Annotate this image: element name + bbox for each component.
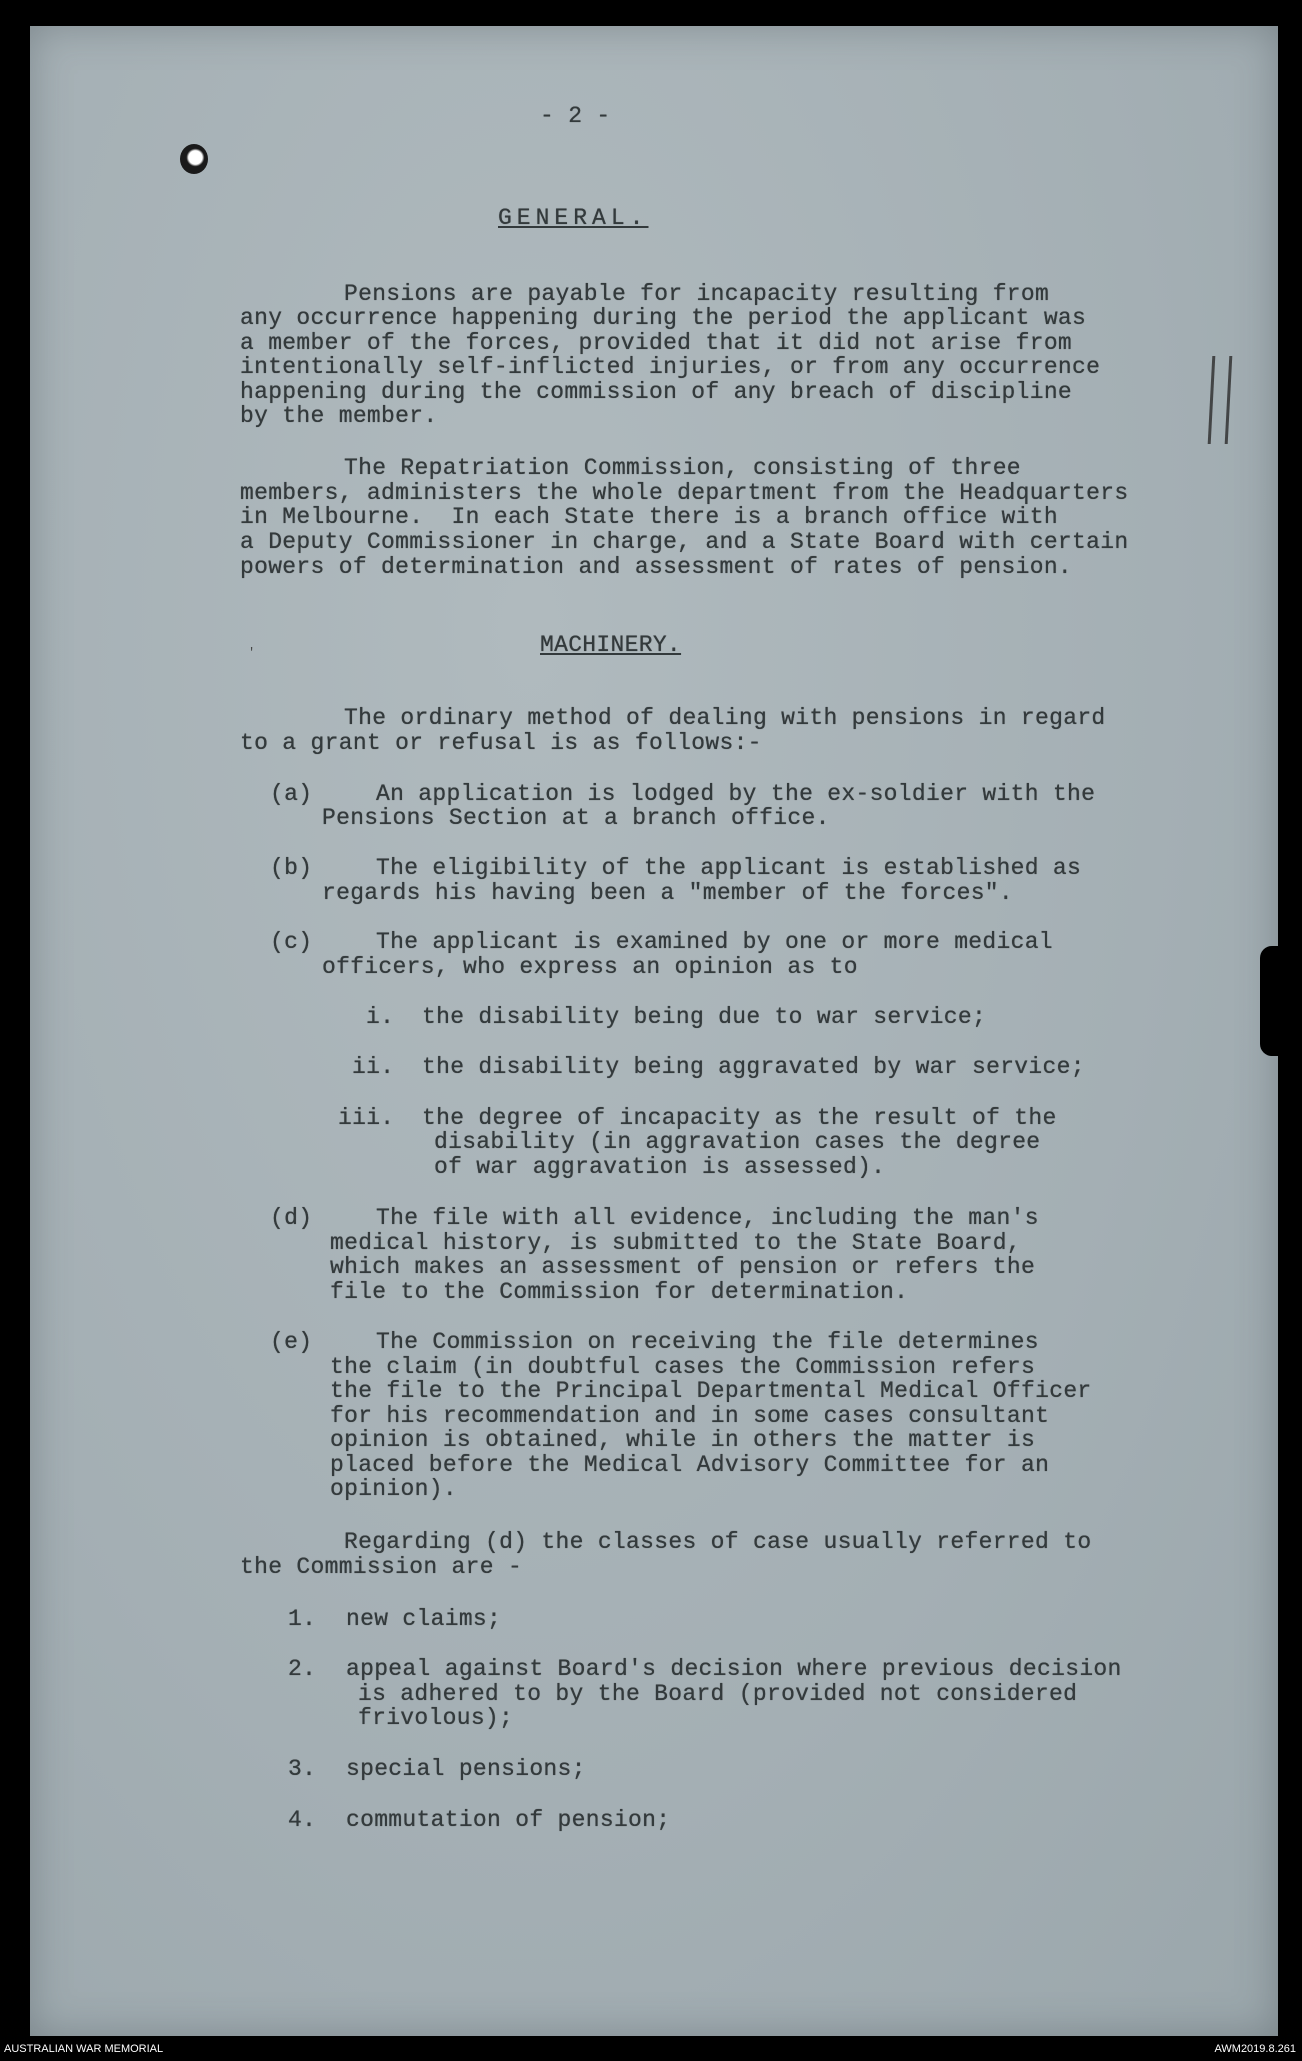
- sub-iii-line: the degree of incapacity as the result of the: [422, 1105, 1057, 1131]
- footer-institution: AUSTRALIAN WAR MEMORIAL: [4, 2043, 164, 2055]
- item-a-line: Pensions Section at a branch office.: [322, 805, 830, 831]
- item-e-line: the file to the Principal Departmental Medical Officer: [330, 1378, 1092, 1404]
- heading-general: GENERAL.: [498, 205, 649, 231]
- stray-mark: ': [248, 646, 256, 660]
- sub-iii-line: disability (in aggravation cases the degree: [434, 1129, 1041, 1155]
- general-p2-line: powers of determination and assessment of rates of pension.: [240, 554, 1073, 580]
- num-label: 2.: [288, 1656, 317, 1682]
- item-label: (c): [270, 929, 313, 955]
- page-edge-notch: [1260, 946, 1278, 1056]
- machinery-intro-line: to a grant or refusal is as follows:-: [240, 730, 762, 756]
- item-d-line: medical history, is submitted to the State Board,: [330, 1230, 1022, 1256]
- footer-reference: AWM2019.8.261: [1214, 2043, 1296, 2055]
- sub-label: i.: [366, 1004, 395, 1030]
- item-e-line: the claim (in doubtful cases the Commission refers: [330, 1354, 1036, 1380]
- num-label: 4.: [288, 1807, 317, 1833]
- punch-hole: [180, 144, 208, 174]
- item-d-line: file to the Commission for determination.: [330, 1279, 909, 1305]
- heading-machinery: MACHINERY.: [540, 632, 682, 658]
- machinery-intro-line: The ordinary method of dealing with pensions in regard: [344, 705, 1106, 731]
- item-c-line: officers, who express an opinion as to: [322, 954, 858, 980]
- num-4-line: commutation of pension;: [346, 1807, 671, 1833]
- general-p2-line: in Melbourne. In each State there is a branch office with: [240, 504, 1058, 530]
- regarding-line: the Commission are -: [240, 1554, 523, 1580]
- num-label: 1.: [288, 1606, 317, 1632]
- sub-label: iii.: [338, 1105, 395, 1131]
- general-p2-line: The Repatriation Commission, consisting of three: [344, 455, 1021, 481]
- general-p2-line: members, administers the whole department from the Headquarters: [240, 480, 1129, 506]
- archive-footer: [0, 2037, 1302, 2061]
- general-p2-line: a Deputy Commissioner in charge, and a State Board with certain: [240, 529, 1129, 555]
- margin-double-line-mark: [1208, 356, 1233, 444]
- item-e-line: placed before the Medical Advisory Committee for an: [330, 1452, 1050, 1478]
- item-a-line: An application is lodged by the ex-soldier with the: [376, 781, 1096, 807]
- item-b-line: regards his having been a "member of the forces".: [322, 880, 1014, 906]
- item-e-line: The Commission on receiving the file determines: [376, 1329, 1039, 1355]
- item-c-line: The applicant is examined by one or more medical: [376, 929, 1053, 955]
- general-p1-line: Pensions are payable for incapacity resulting from: [344, 281, 1050, 307]
- item-e-line: opinion).: [330, 1476, 457, 1502]
- num-2-line: is adhered to by the Board (provided not considered: [358, 1681, 1078, 1707]
- general-p1-line: intentionally self-inflicted injuries, or from any occurrence: [240, 354, 1101, 380]
- regarding-line: Regarding (d) the classes of case usually referred to: [344, 1529, 1092, 1555]
- general-p1-line: any occurrence happening during the period the applicant was: [240, 305, 1087, 331]
- num-1-line: new claims;: [346, 1606, 502, 1632]
- sub-label: ii.: [352, 1054, 395, 1080]
- num-3-line: special pensions;: [346, 1756, 586, 1782]
- general-p1-line: by the member.: [240, 403, 438, 429]
- item-label: (a): [270, 781, 313, 807]
- item-d-line: which makes an assessment of pension or refers the: [330, 1254, 1036, 1280]
- general-p1-line: a member of the forces, provided that it did not arise from: [240, 330, 1073, 356]
- item-label: (e): [270, 1329, 313, 1355]
- num-2-line: frivolous);: [358, 1705, 514, 1731]
- num-label: 3.: [288, 1756, 317, 1782]
- sub-i-line: the disability being due to war service;: [422, 1004, 987, 1030]
- item-d-line: The file with all evidence, including the man's: [376, 1205, 1039, 1231]
- item-e-line: opinion is obtained, while in others the matter is: [330, 1427, 1036, 1453]
- page-number: - 2 -: [540, 103, 611, 129]
- item-b-line: The eligibility of the applicant is established as: [376, 855, 1082, 881]
- sub-iii-line: of war aggravation is assessed).: [434, 1154, 886, 1180]
- general-p1-line: happening during the commission of any breach of discipline: [240, 379, 1073, 405]
- item-label: (b): [270, 855, 313, 881]
- sub-ii-line: the disability being aggravated by war service;: [422, 1054, 1085, 1080]
- item-e-line: for his recommendation and in some cases consultant: [330, 1403, 1050, 1429]
- num-2-line: appeal against Board's decision where previous decision: [346, 1656, 1122, 1682]
- item-label: (d): [270, 1205, 313, 1231]
